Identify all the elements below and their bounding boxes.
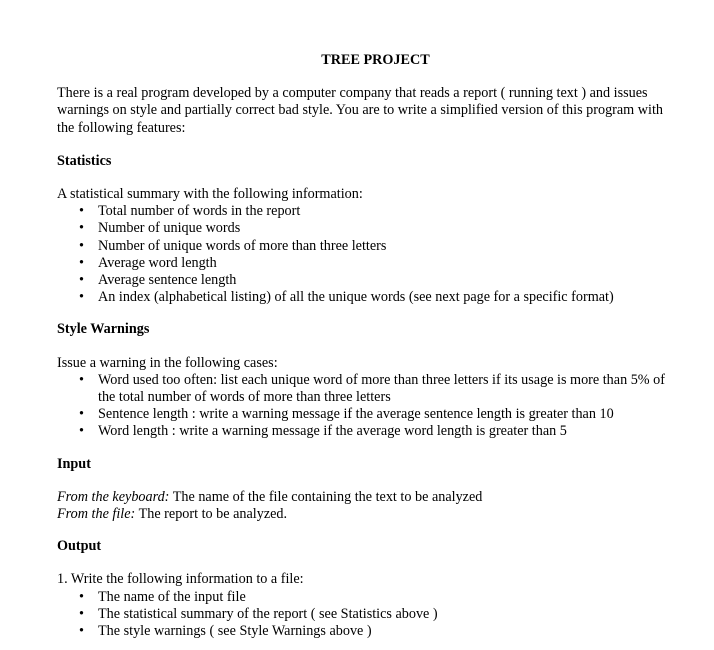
- style-warnings-list: [57, 372, 674, 441]
- style-warnings-heading: Style Warnings: [57, 321, 150, 338]
- input-file-label: From the file:: [57, 506, 136, 523]
- output-list: [57, 589, 674, 641]
- statistics-list: [57, 203, 674, 306]
- bullet-icon: •: [79, 272, 84, 289]
- bullet-icon: •: [79, 220, 84, 237]
- intro-paragraph: There is a real program developed by a computer company that reads a report ( running text ) and issues warnings on style and partially correct bad style. You are to write a simplified version of this program with the following features:: [57, 85, 663, 136]
- list-item: • Total number of words in the report: [79, 203, 301, 220]
- bullet-icon: •: [79, 237, 84, 254]
- input-file-text: The report to be analyzed.: [135, 506, 288, 523]
- input-keyboard-line: [57, 489, 667, 506]
- list-item: • Number of unique words of more than three letters: [79, 237, 387, 254]
- bullet-icon: •: [79, 254, 84, 271]
- statistics-lead: A statistical summary with the following information:: [57, 186, 363, 203]
- input-file-line: [57, 506, 667, 523]
- bullet-icon: •: [79, 588, 84, 605]
- page-title: TREE PROJECT: [321, 52, 430, 68]
- input-keyboard-label: From the keyboard:: [57, 488, 170, 505]
- list-item: • An index (alphabetical listing) of all the unique words (see next page for a specific format): [79, 289, 614, 306]
- list-item: • Word length : write a warning message if the average word length is greater than 5: [79, 423, 567, 440]
- list-item: • Sentence length : write a warning message if the average sentence length is greater than 10: [79, 406, 614, 423]
- list-item: • Word used too often: list each unique word of more than three letters if its usage is more than 5% of the total number of words of more than three letters: [79, 371, 665, 406]
- output-lead: 1. Write the following information to a file:: [57, 571, 304, 588]
- bullet-icon: •: [79, 423, 84, 440]
- bullet-icon: •: [79, 371, 84, 388]
- input-keyboard-text: The name of the file containing the text to be analyzed: [169, 488, 483, 505]
- list-item: • The statistical summary of the report ( see Statistics above ): [79, 605, 438, 622]
- bullet-icon: •: [79, 605, 84, 622]
- list-item: • Average word length: [79, 254, 217, 271]
- list-item: • Average sentence length: [79, 272, 237, 289]
- bullet-icon: •: [79, 203, 84, 220]
- input-heading: Input: [57, 455, 91, 472]
- list-item: • The name of the input file: [79, 588, 246, 605]
- list-item: • The style warnings ( see Style Warnings above ): [79, 623, 372, 640]
- bullet-icon: •: [79, 406, 84, 423]
- list-item: • Number of unique words: [79, 220, 241, 237]
- style-warnings-lead: Issue a warning in the following cases:: [57, 354, 278, 371]
- output-heading: Output: [57, 538, 102, 555]
- bullet-icon: •: [79, 623, 84, 640]
- statistics-heading: Statistics: [57, 152, 112, 169]
- bullet-icon: •: [79, 289, 84, 306]
